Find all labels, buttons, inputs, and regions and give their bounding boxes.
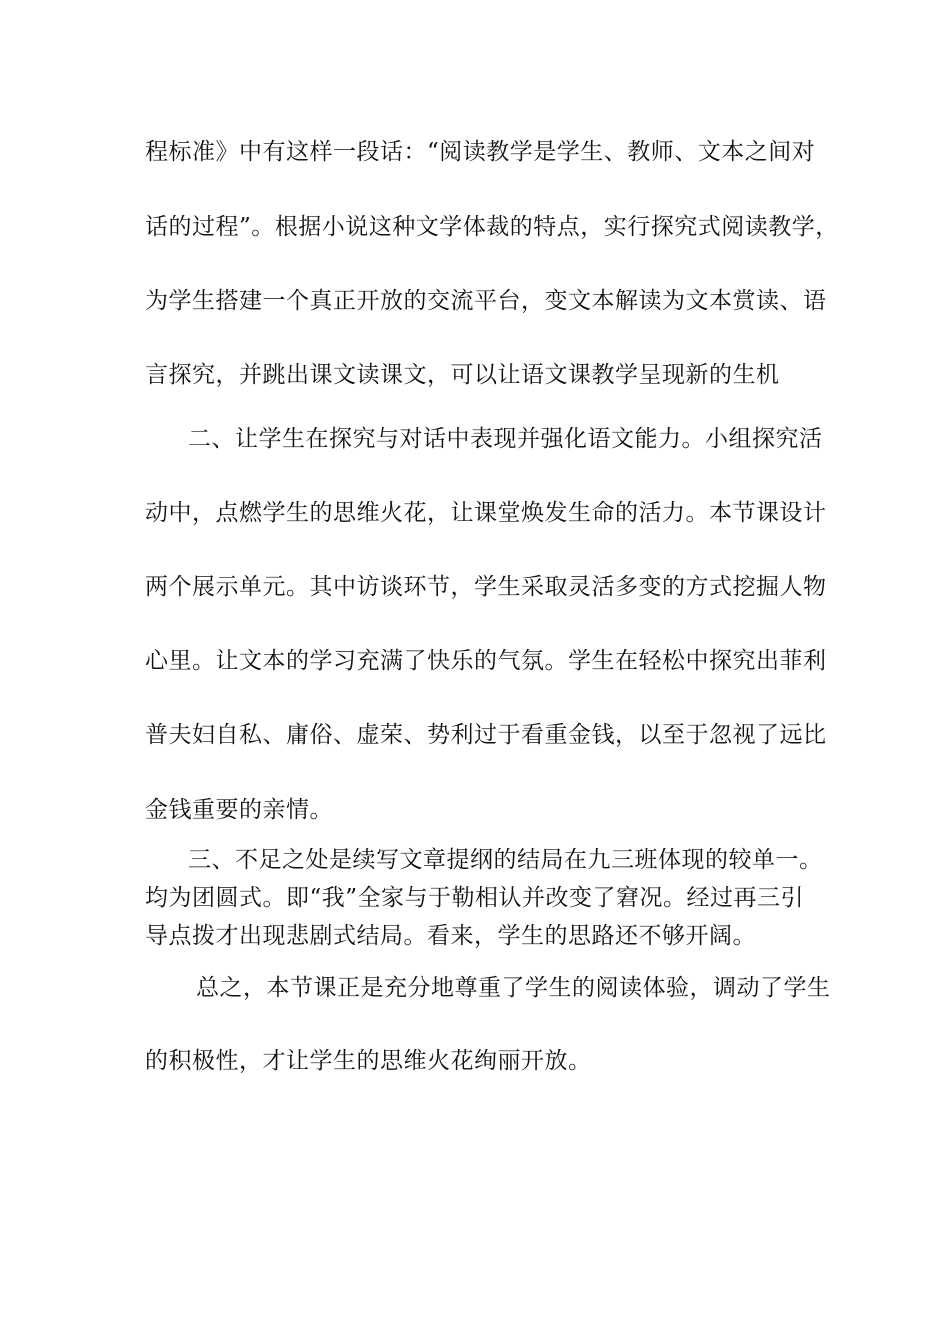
paragraph-3-line-2: 均为团圆式。即“我”全家与于勒相认并改变了窘况。经过再三引	[145, 885, 805, 911]
paragraph-1-line-3: 为学生搭建一个真正开放的交流平台，变文本解读为文本赏读、语	[145, 288, 827, 314]
paragraph-1-line-4: 言探究，并跳出课文读课文，可以让语文课教学呈现新的生机	[145, 362, 780, 388]
paragraph-2-line-6: 金钱重要的亲情。	[145, 797, 333, 823]
paragraph-4-line-2: 的积极性，才让学生的思维火花绚丽开放。	[145, 1048, 592, 1074]
paragraph-2-line-2: 动中，点燃学生的思维火花，让课堂焕发生命的活力。本节课设计	[145, 500, 827, 526]
paragraph-3-line-3: 导点拨才出现悲剧式结局。看来，学生的思路还不够开阔。	[145, 923, 756, 949]
paragraph-1-line-2: 话的过程”。根据小说这种文学体裁的特点，实行探究式阅读教学，	[145, 214, 839, 240]
paragraph-2-line-1: 二、让学生在探究与对话中表现并强化语文能力。小组探究活	[188, 426, 823, 452]
paragraph-4-line-1: 总之，本节课正是充分地尊重了学生的阅读体验，调动了学生	[196, 975, 831, 1001]
paragraph-1-line-1: 程标准》中有这样一段话：“阅读教学是学生、教师、文本之间对	[145, 139, 816, 165]
paragraph-2-line-5: 普夫妇自私、庸俗、虚荣、势利过于看重金钱，以至于忽视了远比	[145, 722, 827, 748]
paragraph-2-line-4: 心里。让文本的学习充满了快乐的气氛。学生在轻松中探究出菲利	[145, 648, 827, 674]
paragraph-3-line-1: 三、不足之处是续写文章提纲的结局在九三班体现的较单一。	[188, 847, 823, 873]
paragraph-2-line-3: 两个展示单元。其中访谈环节，学生采取灵活多变的方式挖掘人物	[145, 574, 827, 600]
